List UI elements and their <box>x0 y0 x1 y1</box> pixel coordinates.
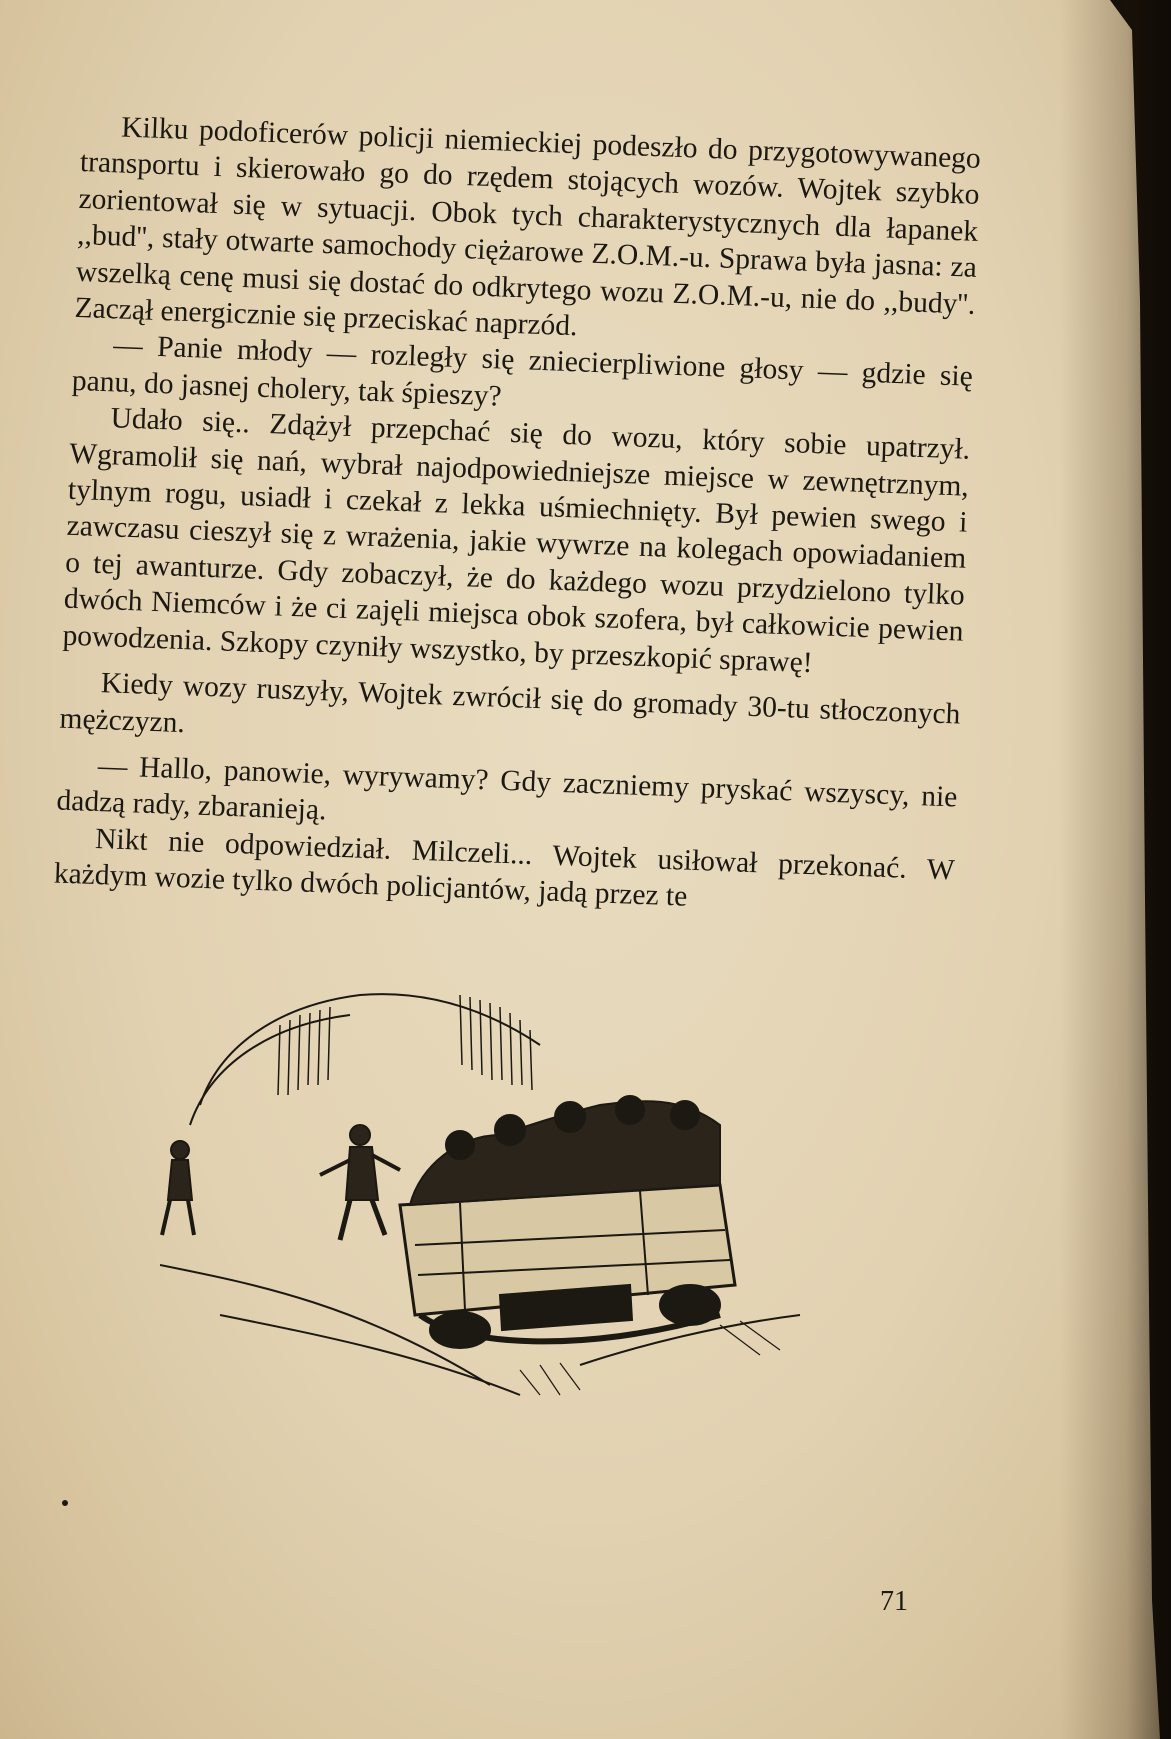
truck-illustration <box>160 985 850 1405</box>
paragraph: Kilku podoficerów policji niemieckiej podeszło do przygotowywanego transportu i skierowało go do rzędem stojących wozów. Wojtek szybko zorientował się w sytuacji. Obok tych charakterystycznych dla łapanek ,,bud'', stały otwarte samochody ciężarowe Z.O.M.-u. Sprawa była jasna: za wszelką cenę musi się dostać do odkrytego wozu Z.O.M.-u, nie do ,,budy''. Zaczął energicznie się przeciskać naprzód. <box>74 111 982 343</box>
paragraph: — Hallo, panowie, wyrywamy? Gdy zaczniemy pryskać wszyscy, nie dadzą rady, zbaranieją. <box>56 749 958 827</box>
ink-speck <box>62 1500 68 1506</box>
body-text <box>53 108 981 925</box>
paragraph: Nikt nie odpowiedział. Milczeli... Wojtek usiłował przekonać. W każdym wozie tylko dwóch policjantów, jadą przez te <box>53 822 956 913</box>
paragraph: Udało się.. Zdążył przepchać się do wozu, który sobie upatrzył. Wgramolił się nań, wybrał najodpowiedniejsze miejsce w zewnętrznym, tylnym rogu, usiadł i czekał z lekka uśmiechnięty. Był pewien swego i zawczasu cieszył się z wrażenia, jakie wywrze na kolegach opowiadaniem o tej awanturze. Gdy zobaczył, że do każdego wozu przydzielono tylko dwóch Niemców i że ci zajęli miejsca obok szofera, był całkowicie pewien powodzenia. Szkopy czyniły wszystko, by przeszkopić sprawę! <box>62 402 971 679</box>
page-number: 71 <box>880 1586 908 1617</box>
paragraph: Kiedy wozy ruszyły, Wojtek zwrócił się do gromady 30-tu stłoczonych mężczyzn. <box>59 667 961 739</box>
paragraph: — Panie młody — rozległy się zniecierpliwione głosy — gdzie się panu, do jasnej cholery, tak śpieszy? <box>71 329 974 413</box>
